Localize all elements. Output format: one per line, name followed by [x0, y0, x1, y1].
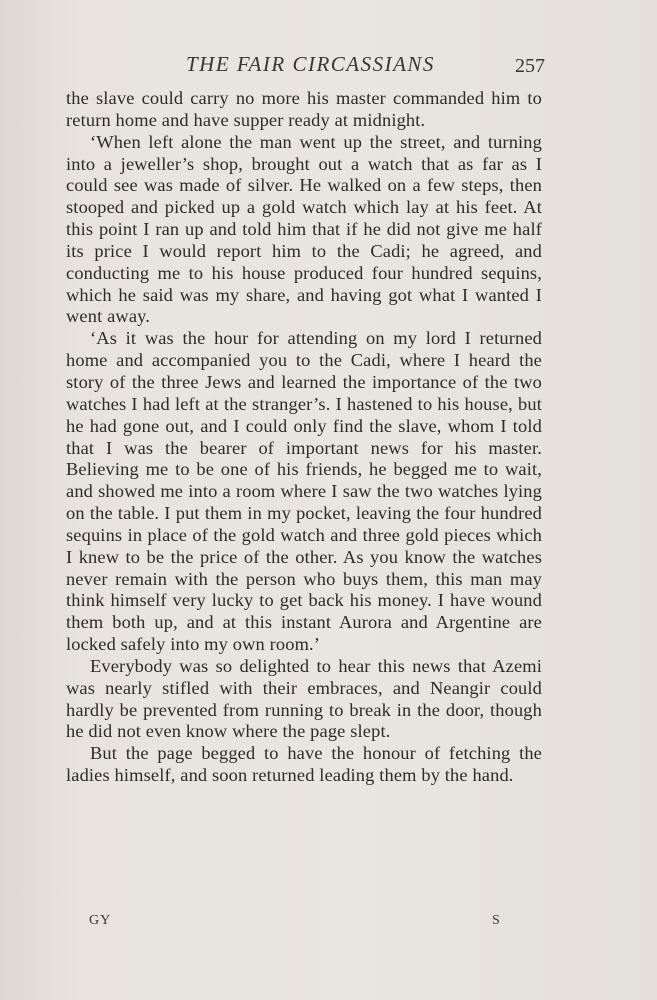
signature-number: S — [492, 913, 500, 928]
running-title: THE FAIR CIRCASSIANS — [186, 52, 435, 76]
paragraph-1: the slave could carry no more his master commanded him to return home and have supper ready at midnight. — [66, 88, 542, 130]
signature-mark: GY — [89, 913, 112, 928]
page-footer — [0, 913, 657, 937]
paragraph-2: ‘When left alone the man went up the street, and turning into a jeweller’s shop, brought out a watch that as far as I could see was made of silver. He walked on a few steps, then stooped and picked up a gold watch which lay at his feet. At this point I ran up and told him that if he did not give me half its price I would report him to the Cadi; he agreed, and conducting me to his house produced four hundred sequins, which he said was my share, and having got what I wanted I went away. — [66, 131, 542, 327]
body-text — [66, 88, 542, 787]
paragraph-3: ‘As it was the hour for attending on my lord I returned home and accompanied you to the Cadi, where I heard the story of the three Jews and learned the importance of the two watches I had left at the stranger’s. I hastened to his house, but he had gone out, and I could only find the slave, whom I told that I was the bearer of important news for his master. Believing me to be one of his friends, he begged me to wait, and showed me into a room where I saw the two watches lying on the table. I put them in my pocket, leaving the four hundred sequins in place of the gold watch and three gold pieces which I knew to be the price of the other. As you know the watches never remain with the person who buys them, this man may think himself very lucky to get back his money. I have wound them both up, and at this instant Aurora and Argentine are locked safely into my own room.’ — [66, 328, 542, 655]
page-number: 257 — [515, 55, 545, 77]
running-head — [0, 52, 657, 82]
paragraph-5: But the page begged to have the honour of fetching the ladies himself, and soon returned leading them by the hand. — [66, 743, 542, 786]
paragraph-4: Everybody was so delighted to hear this news that Azemi was nearly stifled with their embraces, and Neangir could hardly be prevented from running to break in the door, though he did not even know where the page slept. — [66, 655, 542, 742]
